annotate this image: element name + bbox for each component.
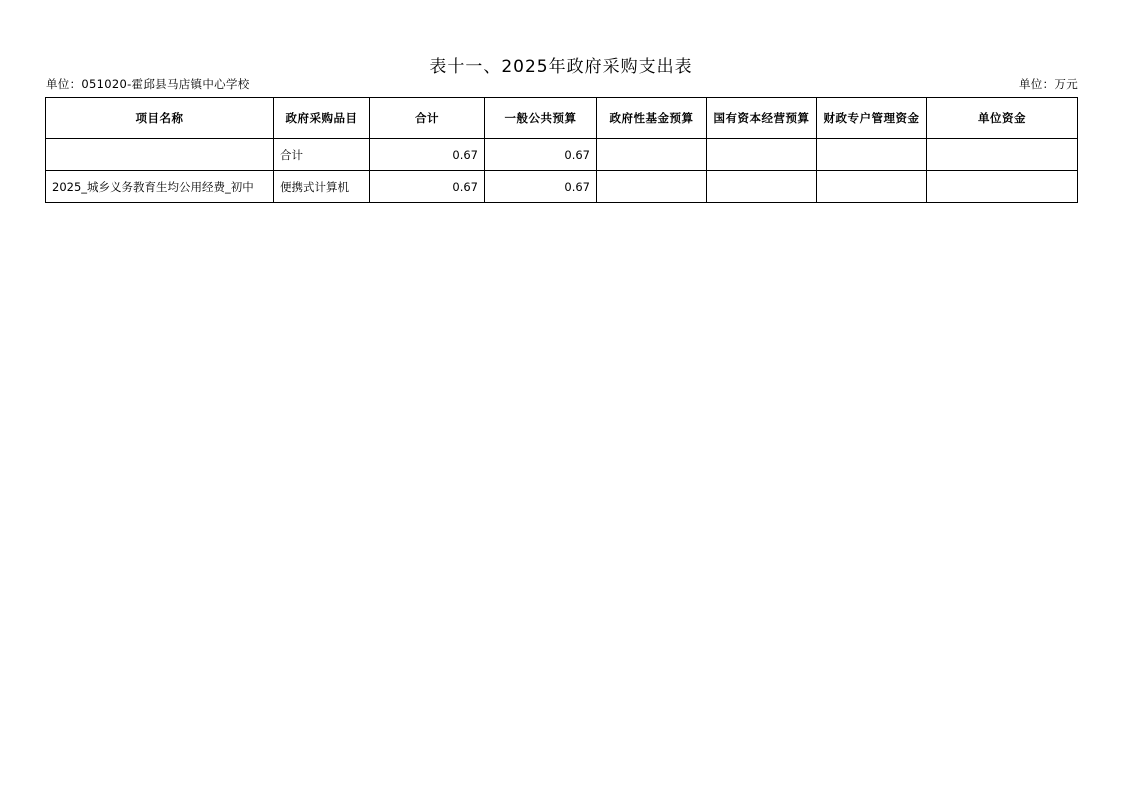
cell-public-budget: 0.67 — [485, 171, 597, 203]
unit-label-left: 单位：051020-霍邱县马店镇中心学校 — [46, 77, 250, 91]
column-header-gov-fund-budget: 政府性基金预算 — [597, 98, 707, 139]
table-header — [46, 98, 1078, 139]
column-header-project-name: 项目名称 — [46, 98, 274, 139]
unit-label-right: 单位：万元 — [1019, 77, 1078, 91]
cell-state-capital-budget — [707, 139, 817, 171]
cell-total: 0.67 — [370, 139, 485, 171]
table-header-row — [46, 98, 1078, 139]
cell-special-account-fund — [817, 139, 927, 171]
cell-procurement-item: 合计 — [274, 139, 370, 171]
table-body — [46, 139, 1078, 203]
cell-project-name: 2025_城乡义务教育生均公用经费_初中 — [46, 171, 274, 203]
column-header-procurement-item: 政府采购品目 — [274, 98, 370, 139]
cell-public-budget: 0.67 — [485, 139, 597, 171]
cell-gov-fund-budget — [597, 171, 707, 203]
cell-project-name — [46, 139, 274, 171]
page-title: 表十一、2025年政府采购支出表 — [429, 57, 693, 77]
table-row — [46, 139, 1078, 171]
table-row — [46, 171, 1078, 203]
procurement-expenditure-table — [45, 97, 1078, 203]
cell-total: 0.67 — [370, 171, 485, 203]
column-header-total: 合计 — [370, 98, 485, 139]
column-header-state-capital-budget: 国有资本经营预算 — [707, 98, 817, 139]
cell-state-capital-budget — [707, 171, 817, 203]
cell-special-account-fund — [817, 171, 927, 203]
column-header-special-account-fund: 财政专户管理资金 — [817, 98, 927, 139]
cell-gov-fund-budget — [597, 139, 707, 171]
cell-unit-fund — [927, 139, 1078, 171]
column-header-unit-fund: 单位资金 — [927, 98, 1078, 139]
cell-unit-fund — [927, 171, 1078, 203]
cell-procurement-item: 便携式计算机 — [274, 171, 370, 203]
column-header-public-budget: 一般公共预算 — [485, 98, 597, 139]
